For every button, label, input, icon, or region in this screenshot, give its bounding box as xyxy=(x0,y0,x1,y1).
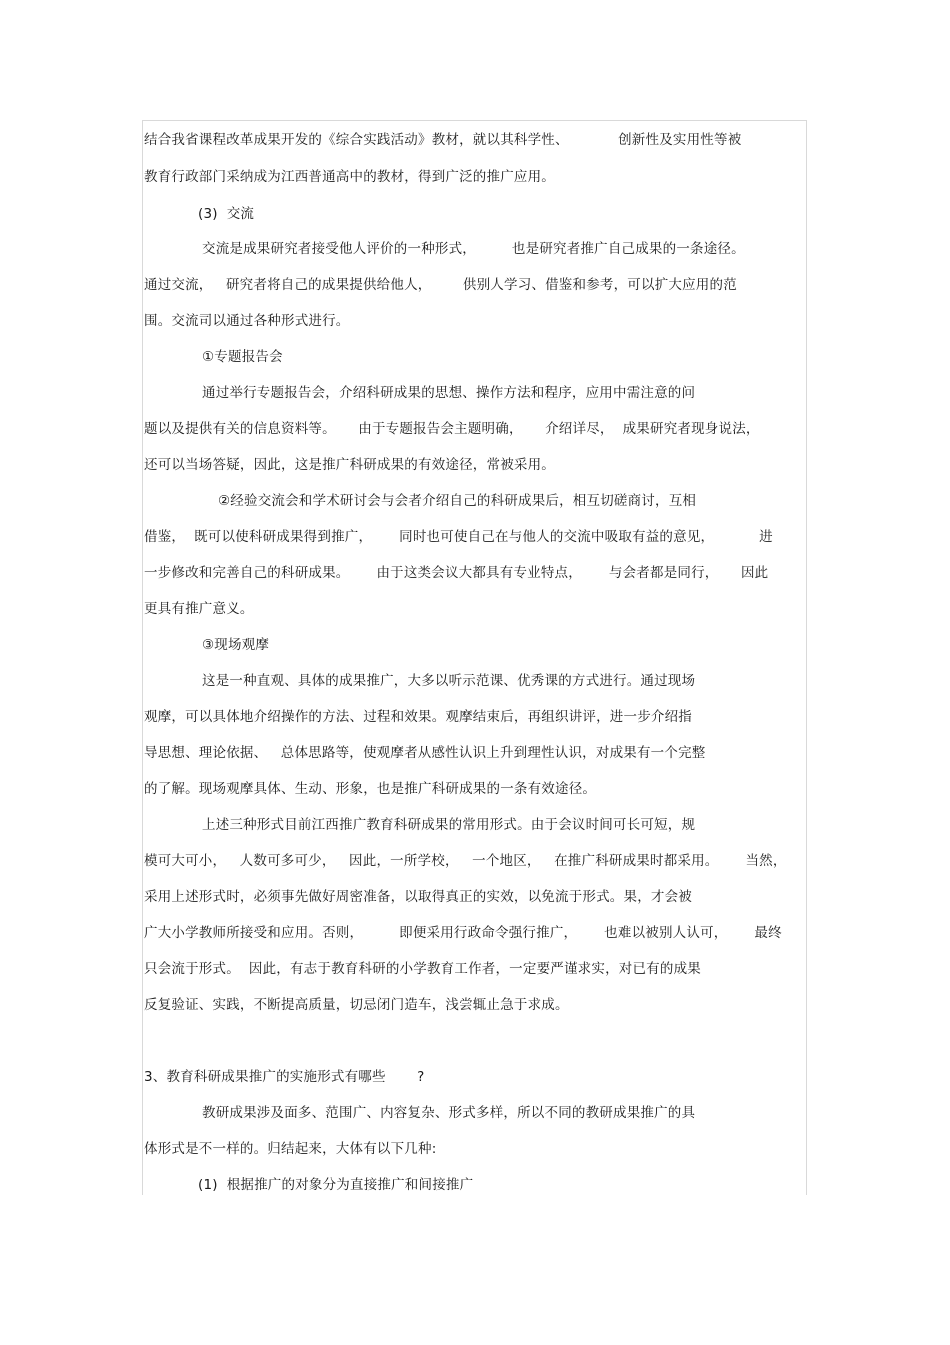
text-line: 上述三种形式目前江西推广教育科研成果的常用形式。由于会议时间可长可短，规 xyxy=(202,817,696,833)
text-line: 更具有推广意义。 xyxy=(144,601,254,617)
text-line: 结合我省课程改革成果开发的《综合实践活动》教材，就以其科学性、 创新性及实用性等被 xyxy=(144,132,742,148)
text-line: 通过交流， 研究者将自己的成果提供给他人， 供别人学习、借鉴和参考，可以扩大应用的范 xyxy=(144,277,737,293)
text-line: 题以及提供有关的信息资料等。 由于专题报告会主题明确， 介绍详尽， 成果研究者现身说法， xyxy=(144,421,760,437)
text-line: 交流是成果研究者接受他人评价的一种形式， 也是研究者推广自己成果的一条途径。 xyxy=(202,241,745,257)
text-line: 教研成果涉及面多、范围广、内容复杂、形式多样，所以不同的教研成果推广的具 xyxy=(202,1105,696,1121)
text-line: 反复验证、实践，不断提高质量，切忌闭门造车，浅尝辄止急于求成。 xyxy=(144,997,569,1013)
question-heading: 3、教育科研成果推广的实施形式有哪些 ? xyxy=(144,1069,425,1085)
section-heading: (3) 交流 xyxy=(198,206,255,222)
text-line: 采用上述形式时，必须事先做好周密准备，以取得真正的实效，以免流于形式。果，才会被 xyxy=(144,889,692,905)
text-line: 观摩，可以具体地介绍操作的方法、过程和效果。观摩结束后，再组织讲评，进一步介绍指 xyxy=(144,709,692,725)
text-line: 一步修改和完善自己的科研成果。 由于这类会议大都具有专业特点， 与会者都是同行， 因此 xyxy=(144,565,769,581)
text-line: 广大小学教师所接受和应用。否则， 即便采用行政命令强行推广， 也难以被别人认可， 最终 xyxy=(144,925,782,941)
text-line: 还可以当场答疑，因此，这是推广科研成果的有效途径，常被采用。 xyxy=(144,457,555,473)
text-line: 围。交流司以通过各种形式进行。 xyxy=(144,313,350,329)
text-line: 导思想、理论依据、 总体思路等，使观摩者从感性认识上升到理性认识，对成果有一个完整 xyxy=(144,745,706,761)
text-line: 借鉴， 既可以使科研成果得到推广， 同时也可使自己在与他人的交流中吸取有益的意见， 进 xyxy=(144,529,773,545)
text-line: 这是一种直观、具体的成果推广，大多以听示范课、优秀课的方式进行。通过现场 xyxy=(202,673,696,689)
subheading: ①专题报告会 xyxy=(202,349,283,365)
subheading: ③现场观摩 xyxy=(202,637,270,653)
text-line: 模可大可小， 人数可多可少， 因此，一所学校， 一个地区， 在推广科研成果时都采用。 当然， xyxy=(144,853,787,869)
text-line: 体形式是不一样的。归结起来，大体有以下几种: xyxy=(144,1141,437,1157)
text-line: 的了解。现场观摩具体、生动、形象，也是推广科研成果的一条有效途径。 xyxy=(144,781,597,797)
text-line: 教育行政部门采纳成为江西普通高中的教材，得到广泛的推广应用。 xyxy=(144,169,555,185)
section-heading: (1) 根据推广的对象分为直接推广和间接推广 xyxy=(198,1177,474,1193)
text-line: ②经验交流会和学术研讨会与会者介绍自己的科研成果后，相互切磋商讨，互相 xyxy=(218,493,697,509)
text-line: 通过举行专题报告会，介绍科研成果的思想、操作方法和程序，应用中需注意的问 xyxy=(202,385,696,401)
text-line: 只会流于形式。 因此，有志于教育科研的小学教育工作者，一定要严谨求实，对已有的成果 xyxy=(144,961,701,977)
